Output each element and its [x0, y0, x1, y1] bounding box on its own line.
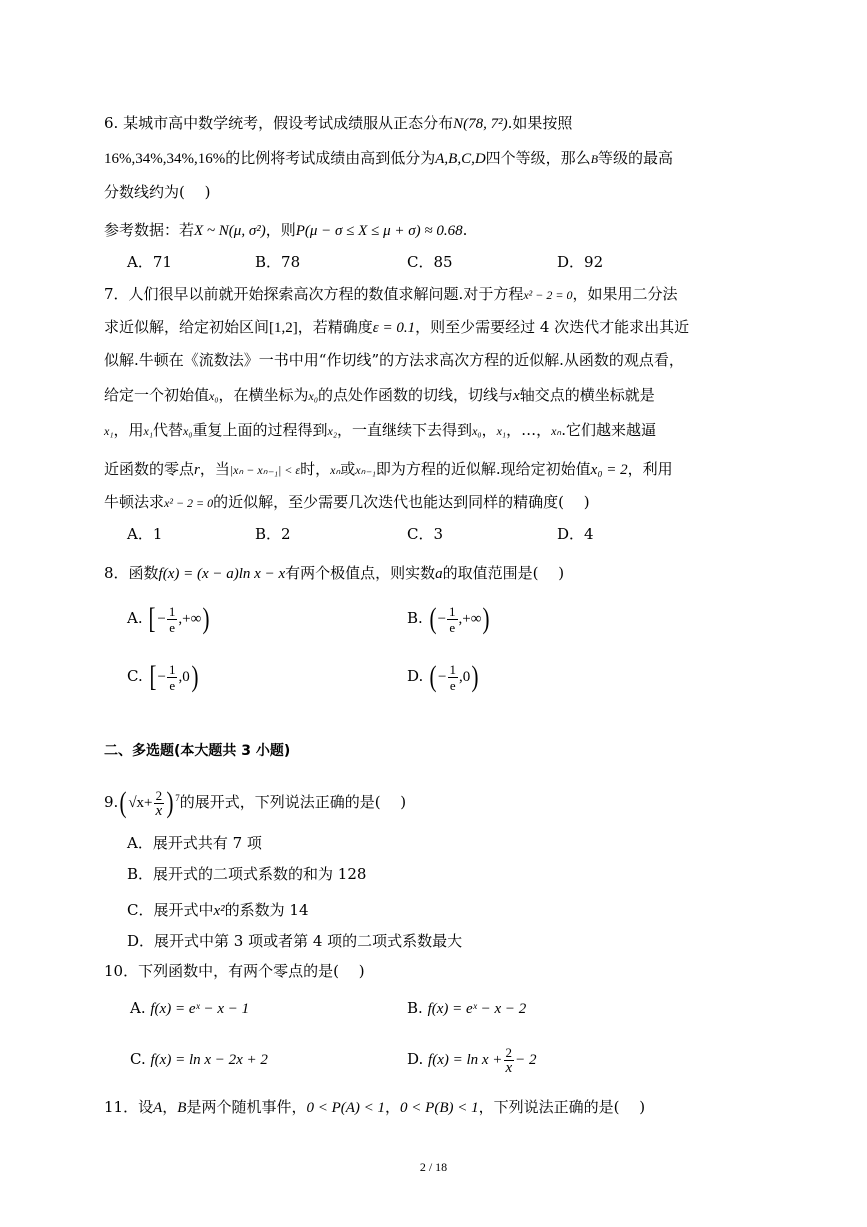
denominator: x [505, 1059, 513, 1076]
q6-text: 等级的最高 [598, 149, 674, 167]
q9-text: 的系数为 14 [224, 901, 309, 919]
q11-line1 [104, 1096, 645, 1119]
q7-x1: x₁ [143, 424, 154, 438]
plus: + [144, 795, 153, 811]
q10-option-d [407, 1040, 536, 1079]
option-label: C. [130, 1050, 146, 1068]
q7-x0: x₀ [472, 424, 482, 438]
q7-text: 轴交点的横坐标就是 [519, 386, 655, 404]
numerator: 1 [449, 661, 457, 677]
q9-text: C．展开式中 [127, 901, 214, 919]
q7-text: ，…， [506, 421, 552, 439]
q10-option-b [407, 997, 526, 1020]
q7-initial: x₀ = 2 [590, 462, 628, 478]
minus: − [157, 669, 166, 685]
q7-text: 时， [300, 460, 331, 478]
q8-function: f(x) = (x − a)ln x − x [158, 566, 286, 582]
bound: ,+∞ [178, 611, 202, 627]
q9-number: 9. [104, 793, 119, 811]
denominator: e [449, 619, 456, 635]
q7-text: 或 [340, 460, 356, 478]
denominator: x [155, 802, 163, 819]
q7-line2 [104, 316, 689, 339]
section-heading: 二、多选题(本大题共 3 小题) [104, 743, 291, 759]
bracket: ) [166, 786, 174, 819]
q9-option-a: A．展开式共有 7 项 [127, 834, 262, 852]
q6-option-c: C．85 [407, 253, 453, 271]
q7-text: ，如果用二分法 [572, 285, 678, 303]
q7-line3: 似解.牛顿在《流数法》一书中用“作切线”的方法求高次方程的近似解.从函数的观点看， [104, 351, 684, 369]
bound: ,+∞ [458, 611, 482, 627]
q7-x1: x₁ [104, 424, 114, 438]
q7-condition: |xₙ − xₙ₋₁| < ε [229, 463, 301, 477]
numerator: 1 [168, 661, 176, 677]
fraction [448, 662, 459, 693]
q7-text: 代替 [153, 421, 184, 439]
q8-a: a [435, 566, 443, 582]
q7-text: 的近似解，至少需要几次迭代也能达到同样的精确度( ) [213, 493, 590, 511]
q7-text: 重复上面的过程得到 [192, 421, 328, 439]
q6-option-d: D．92 [557, 253, 604, 271]
q7-line5 [104, 419, 656, 442]
q7-x0: x₀ [183, 424, 193, 438]
q7-xn: xₙ [551, 424, 562, 438]
q9-option-b: B．展开式的二项式系数的和为 128 [127, 865, 367, 883]
q6-text: 的比例将考试成绩由高到低分为 [225, 149, 436, 167]
q11-text: ， [162, 1098, 178, 1116]
q6-line2 [104, 147, 673, 170]
q6-option-b: B．78 [255, 253, 301, 271]
q8-option-d [407, 656, 480, 697]
q7-line7 [104, 491, 590, 514]
numerator: 2 [155, 787, 163, 803]
q6-text: 6. 某城市高中数学统考，假设考试成绩服从正态分布 [104, 114, 454, 132]
q8-option-c [127, 656, 200, 697]
sqrt-x: √x [128, 795, 145, 811]
q7-text: 求近似解，给定初始区间 [104, 318, 270, 336]
denominator: e [449, 677, 456, 693]
q7-text: .它们越来越逼 [561, 421, 656, 439]
q7-x2: x₂ [327, 424, 338, 438]
q9-option-d: D．展开式中第 3 项或者第 4 项的二项式系数最大 [127, 932, 463, 950]
q7-line6 [104, 458, 673, 481]
function-expr: − 2 [515, 1052, 537, 1068]
q7-text: ，在横坐标为 [218, 386, 309, 404]
q6-line3: 分数线约为( ) [104, 183, 211, 201]
q6-percentages: 16%,34%,34%,16% [104, 151, 226, 167]
q7-interval: [1,2] [269, 320, 298, 336]
q9-text: 的展开式，下列说法正确的是( ) [179, 793, 407, 811]
q7-precision: ε = 0.1 [372, 320, 416, 336]
bound: ,0 [459, 669, 471, 685]
q9-option-c [127, 899, 309, 922]
q7-option-c: C．3 [407, 525, 444, 543]
q7-r: r [194, 462, 200, 478]
q6-ref-dist: X ~ N(μ, σ²) [194, 223, 266, 239]
bracket: [ [149, 660, 156, 693]
q7-text: 给定一个初始值 [104, 386, 210, 404]
q6-option-a: A．71 [127, 253, 172, 271]
option-label: D. [407, 667, 424, 685]
bound: ,0 [178, 669, 190, 685]
option-label: B. [407, 609, 423, 627]
page-number: 2 / 18 [419, 1160, 448, 1174]
q10-stem: 10．下列函数中，有两个零点的是( ) [104, 962, 365, 980]
numerator: 1 [449, 603, 456, 619]
q6-text: .如果按照 [507, 114, 573, 132]
q7-equation: x² − 2 = 0 [164, 496, 214, 510]
q7-text: 近函数的零点 [104, 460, 195, 478]
q6-ref-prob: P(μ − σ ≤ X ≤ μ + σ) ≈ 0.68 [295, 223, 463, 239]
minus: − [438, 669, 447, 685]
q6-text: ，则 [265, 221, 296, 239]
event-b: B [177, 1100, 187, 1116]
q9-line1 [104, 776, 406, 825]
q11-text: ， [385, 1098, 401, 1116]
q7-text: 7．人们很早以前就开始探索高次方程的数值求解问题.对于方程 [104, 285, 524, 303]
minus: − [157, 611, 166, 627]
q7-text: 牛顿法求 [104, 493, 165, 511]
q7-x0: x₀ [209, 389, 219, 403]
q8-text: 的取值范围是( ) [442, 564, 565, 582]
q6-distribution: N(78, 7²) [453, 116, 508, 132]
q6-grade-b: B [590, 152, 599, 166]
numerator: 2 [505, 1044, 513, 1060]
q8-text: 有两个极值点，则实数 [285, 564, 436, 582]
function-expr: f(x) = eˣ − x − 1 [150, 1001, 250, 1017]
q8-option-a [127, 598, 211, 639]
x-squared: x² [213, 903, 225, 919]
q7-line4 [104, 384, 655, 407]
q7-option-d: D．4 [557, 525, 594, 543]
q11-text: 是两个随机事件， [186, 1098, 307, 1116]
bracket: ( [429, 602, 437, 635]
option-label: B. [407, 999, 423, 1017]
q7-x: x [513, 388, 520, 404]
function-expr: f(x) = ln x − 2x + 2 [150, 1052, 268, 1068]
q6-reference [104, 219, 467, 242]
fraction [503, 1045, 514, 1076]
q7-text: ，若精确度 [297, 318, 373, 336]
minus: − [437, 611, 447, 627]
q7-text: ，一直继续下去得到 [337, 421, 473, 439]
q10-option-a [130, 997, 249, 1020]
q7-text: ，则至少需要经过 4 次迭代才能求出其近 [415, 318, 690, 336]
option-label: D. [407, 1050, 424, 1068]
fraction [167, 662, 178, 693]
fraction [154, 788, 165, 819]
q7-xn: xₙ [330, 463, 341, 477]
denominator: e [169, 677, 176, 693]
exponent: 7 [175, 793, 180, 803]
option-label: A. [127, 609, 143, 627]
q6-text: 参考数据：若 [104, 221, 195, 239]
q6-text: 四个等级，那么 [485, 149, 591, 167]
q7-line1 [104, 283, 677, 306]
bracket: ) [482, 602, 490, 635]
q11-text: ，下列说法正确的是( ) [478, 1098, 646, 1116]
q6-grades: A,B,C,D [435, 151, 486, 167]
q8-text: 8．函数 [104, 564, 159, 582]
option-label: A. [130, 999, 146, 1017]
q7-text: ，用 [113, 421, 144, 439]
q7-text: ，利用 [627, 460, 673, 478]
event-a: A [153, 1100, 163, 1116]
q7-option-b: B．2 [255, 525, 291, 543]
option-label: C. [127, 667, 143, 685]
bracket: ( [119, 786, 127, 819]
fraction [447, 604, 458, 635]
q7-equation: x² − 2 = 0 [523, 288, 573, 302]
q7-text: 的点处作函数的切线，切线与 [318, 386, 514, 404]
q6-text: . [462, 221, 468, 239]
q7-text: ， [481, 421, 497, 439]
bracket: ) [471, 660, 479, 693]
function-expr: f(x) = eˣ − x − 2 [427, 1001, 527, 1017]
bracket: ) [191, 660, 199, 693]
q7-text: 即为方程的近似解.现给定初始值 [375, 460, 591, 478]
denominator: e [169, 619, 175, 635]
bracket: [ [148, 602, 156, 635]
q7-option-a: A．1 [127, 525, 163, 543]
q7-xn-1: xₙ₋₁ [355, 463, 376, 477]
q8-option-b [407, 598, 491, 639]
q8-line1 [104, 562, 564, 585]
bracket: ( [429, 660, 437, 693]
fraction [167, 604, 178, 635]
function-expr: f(x) = ln x + [428, 1052, 503, 1068]
prob-a: 0 < P(A) < 1 [306, 1100, 386, 1116]
q10-option-c [130, 1048, 268, 1071]
prob-b: 0 < P(B) < 1 [400, 1100, 479, 1116]
q7-x0: x₀ [308, 389, 319, 403]
bracket: ) [202, 602, 210, 635]
q7-x1: x₁ [496, 424, 507, 438]
numerator: 1 [168, 603, 176, 619]
q11-text: 11．设 [104, 1098, 154, 1116]
q6-line1 [104, 112, 572, 135]
q7-text: ，当 [199, 460, 230, 478]
